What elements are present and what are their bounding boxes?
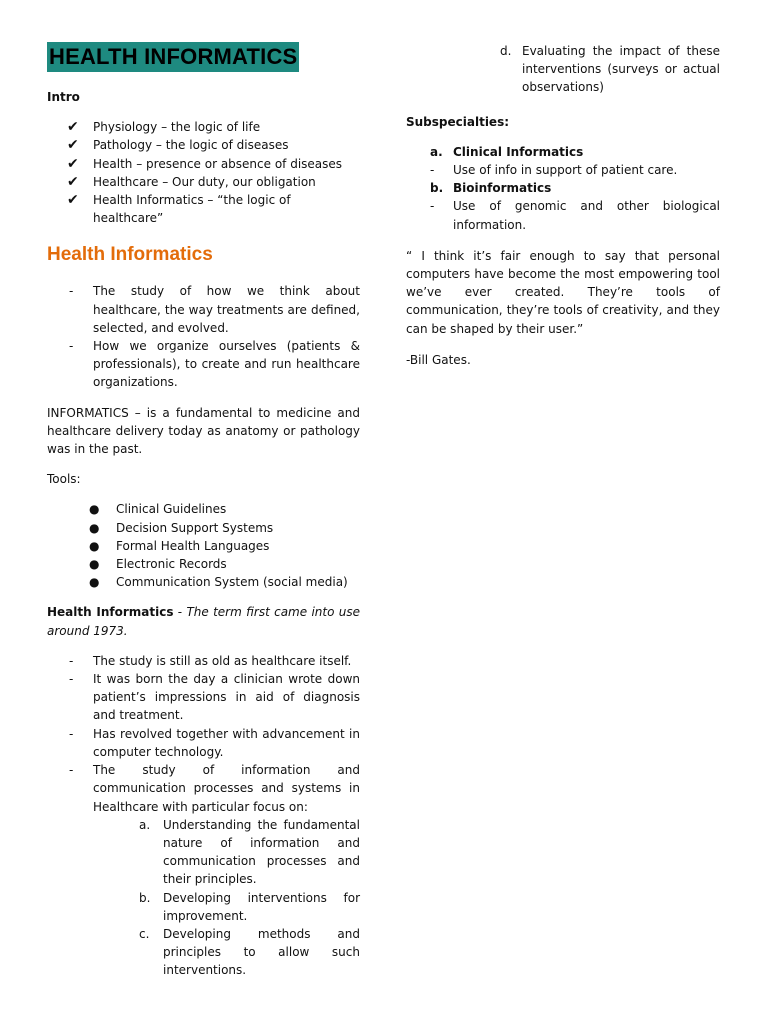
study-item: - How we organize ourselves (patients & professionals), to create and run healthcare organizations. bbox=[69, 339, 360, 390]
intro-item: ✔ Pathology – the logic of diseases bbox=[67, 137, 289, 154]
intro-item: ✔ Health Informatics – “the logic of healthcare” bbox=[67, 192, 291, 226]
subspecialties-list bbox=[406, 143, 720, 234]
bullet-icon: ● bbox=[89, 557, 100, 572]
subspecialty-desc: - Use of info in support of patient care. bbox=[430, 163, 678, 178]
history-item: - The study of information and communication processes and systems in Healthcare with particular focus on: bbox=[69, 763, 360, 814]
focus-item: c. Developing methods and principles to allow such interventions. bbox=[139, 926, 360, 978]
checkmark-icon: ✔ bbox=[67, 137, 79, 154]
bullet-icon: ● bbox=[89, 575, 100, 590]
informatics-definition: INFORMATICS – is a fundamental to medicine and healthcare delivery today as anatomy or pathology was in the past. bbox=[47, 405, 360, 457]
focus-list bbox=[47, 816, 360, 980]
subspecialty-name: b. Bioinformatics bbox=[430, 181, 552, 196]
subspecialties-heading: Subspecialties: bbox=[406, 114, 510, 129]
history-list bbox=[47, 652, 360, 816]
section-heading: Health Informatics bbox=[47, 244, 213, 266]
history-item: - Has revolved together with advancement in computer technology. bbox=[69, 726, 360, 759]
intro-item: ✔ Health – presence or absence of diseases bbox=[67, 155, 343, 172]
subspecialty-name: a. Clinical Informatics bbox=[430, 144, 584, 159]
subspecialty-desc: - Use of genomic and other biological information. bbox=[430, 199, 720, 232]
term-paragraph: Health Informatics - The term first came into use around 1973. bbox=[47, 605, 360, 638]
focus-item: a. Understanding the fundamental nature of information and communication processes and their principles. bbox=[139, 817, 360, 887]
intro-list bbox=[47, 118, 360, 227]
left-column bbox=[47, 42, 360, 980]
page-title: HEALTH INFORMATICS bbox=[47, 42, 299, 72]
tool-item: ● Decision Support Systems bbox=[47, 519, 360, 537]
intro-item: ✔ Healthcare – Our duty, our obligation bbox=[67, 173, 316, 190]
quote: “ I think it’s fair enough to say that personal computers have become the most empowering tool we’ve ever created. They’re tools of communication, they’re tools of creativity, and they can be shaped by their user.” bbox=[406, 248, 720, 336]
checkmark-icon: ✔ bbox=[67, 192, 79, 209]
tools-heading: Tools: bbox=[47, 472, 81, 487]
focus-item: b. Developing interventions for improvement. bbox=[139, 890, 360, 923]
history-item: - The study is still as old as healthcare itself. bbox=[69, 653, 352, 668]
tool-item: ● Communication System (social media) bbox=[47, 573, 360, 591]
study-item: - The study of how we think about healthcare, the way treatments are defined, selected, and evolved. bbox=[69, 284, 360, 335]
study-list bbox=[47, 282, 360, 391]
tool-item: ● Electronic Records bbox=[47, 555, 360, 573]
right-column bbox=[406, 42, 720, 369]
intro-heading: Intro bbox=[47, 90, 80, 104]
history-item: - It was born the day a clinician wrote down patient’s impressions in aid of diagnosis and treatment. bbox=[69, 672, 360, 723]
tool-item: ● Clinical Guidelines bbox=[47, 500, 360, 518]
term-label: Health Informatics bbox=[47, 605, 174, 620]
tool-item: ● Formal Health Languages bbox=[47, 537, 360, 555]
bullet-icon: ● bbox=[89, 520, 100, 535]
focus-list-continued bbox=[406, 42, 720, 97]
checkmark-icon: ✔ bbox=[67, 173, 79, 190]
checkmark-icon: ✔ bbox=[67, 155, 79, 172]
bullet-icon: ● bbox=[89, 538, 100, 553]
tools-list bbox=[47, 500, 360, 591]
bullet-icon: ● bbox=[89, 502, 100, 517]
intro-item: ✔ Physiology – the logic of life bbox=[67, 119, 261, 136]
checkmark-icon: ✔ bbox=[67, 119, 79, 136]
quote-author: -Bill Gates. bbox=[406, 352, 471, 367]
term-note: The term first came into use around 1973. bbox=[47, 605, 360, 638]
focus-item: d. Evaluating the impact of these interventions (surveys or actual observations) bbox=[500, 44, 720, 95]
